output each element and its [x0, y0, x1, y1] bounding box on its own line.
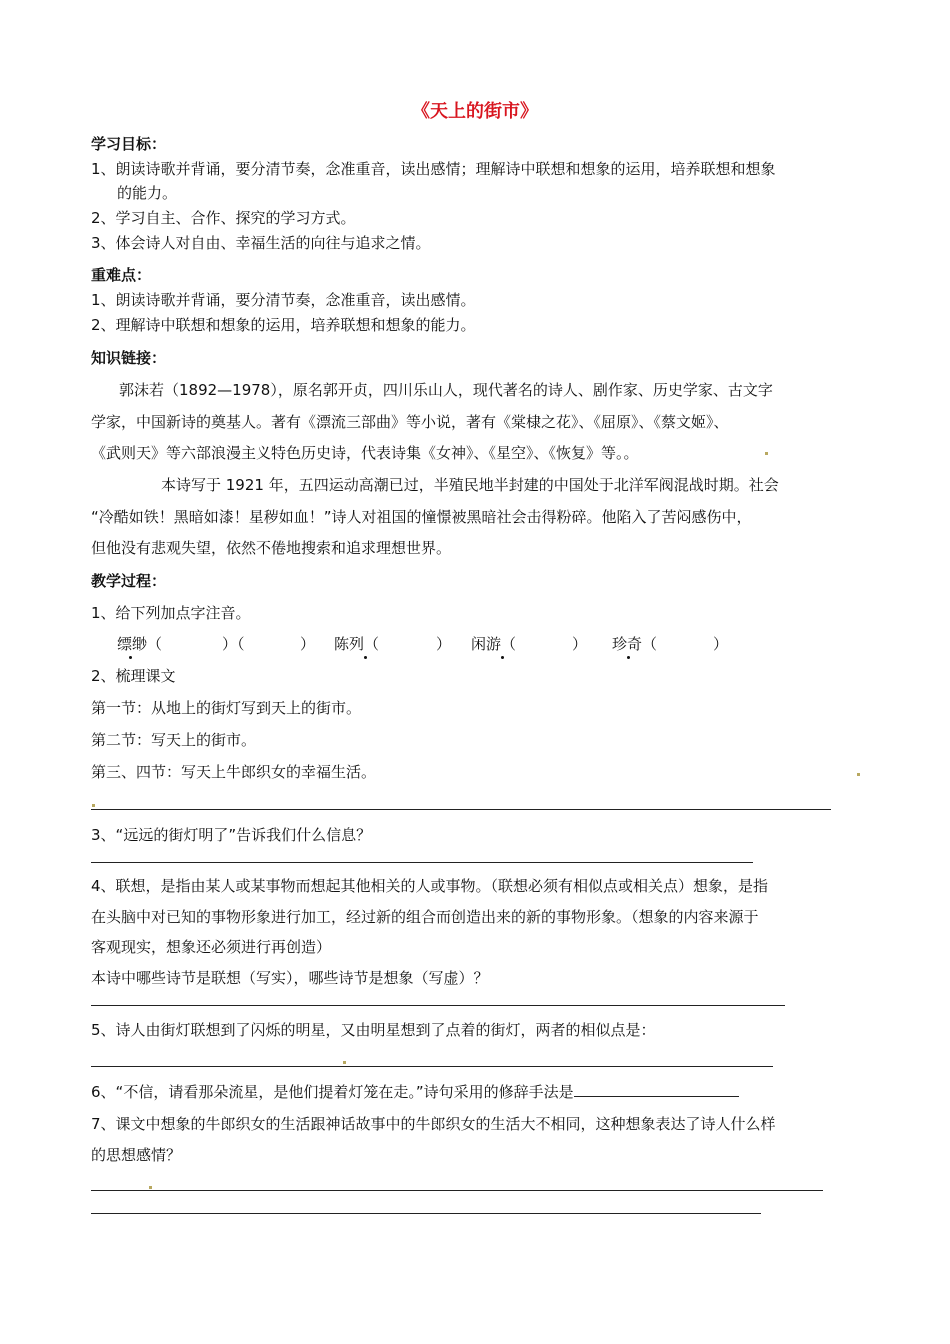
pinyin-word-1: 缥缈（	[117, 635, 163, 653]
knowledge-heading: 知识链接：	[91, 349, 167, 367]
question-3: 3、“远远的街灯明了”告诉我们什么信息？	[91, 826, 372, 844]
pinyin-word-3-end: ）	[572, 635, 588, 653]
section-1-summary: 第一节：从地上的街灯写到天上的街市。	[91, 699, 362, 717]
stray-mark	[857, 773, 860, 776]
key-point-2: 2、理解诗中联想和想象的运用，培养联想和想象的能力。	[91, 316, 476, 334]
pinyin-word-4-end: ）	[713, 635, 729, 653]
emphasis-dot	[129, 656, 132, 659]
question-2: 2、梳理课文	[91, 667, 176, 685]
stray-mark	[92, 804, 95, 807]
knowledge-p1-line-3: 《武则天》等六部浪漫主义特色历史诗，代表诗集《女神》、《星空》、《恢复》等。。	[91, 444, 639, 462]
knowledge-p1-line-2: 学家，中国新诗的奠基人。著有《漂流三部曲》等小说，著有《棠棣之花》、《屈原》、《蔡文姬》、	[91, 413, 729, 431]
objective-1-line-1: 1、朗读诗歌并背诵，要分清节奏，念准重音，读出感情；理解诗中联想和想象的运用，培养联想和想象	[91, 160, 776, 178]
answer-line[interactable]	[91, 1005, 785, 1006]
objective-3: 3、体会诗人对自由、幸福生活的向往与追求之情。	[91, 234, 431, 252]
knowledge-p2-line-2: “冷酷如铁！黑暗如漆！星秽如血！”诗人对祖国的憧憬被黑暗社会击得粉碎。他陷入了苦闷感伤中，	[91, 508, 752, 526]
knowledge-p1-line-1: 郭沫若（1892—1978），原名郭开贞，四川乐山人，现代著名的诗人、剧作家、历史学家、古文字	[119, 381, 773, 399]
question-6	[91, 1082, 739, 1102]
objectives-heading: 学习目标：	[91, 135, 167, 153]
key-points-heading: 重难点：	[91, 266, 152, 284]
answer-line[interactable]	[91, 1066, 773, 1067]
question-1: 1、给下列加点字注音。	[91, 604, 251, 622]
pinyin-word-2: 陈列（	[334, 635, 380, 653]
stray-mark	[343, 1061, 346, 1064]
objective-2: 2、学习自主、合作、探究的学习方式。	[91, 209, 356, 227]
pinyin-word-1-mid: ）（	[222, 635, 245, 653]
section-3-4-summary: 第三、四节：写天上牛郎织女的幸福生活。	[91, 763, 377, 781]
emphasis-dot	[364, 656, 367, 659]
question-6-text: 6、“不信，请看那朵流星，是他们提着灯笼在走。”诗句采用的修辞手法是	[91, 1083, 574, 1101]
key-point-1: 1、朗读诗歌并背诵，要分清节奏，念准重音，读出感情。	[91, 291, 476, 309]
answer-line[interactable]	[91, 1213, 761, 1214]
pinyin-word-4: 珍奇（	[612, 635, 658, 653]
stray-mark	[149, 1186, 152, 1189]
question-4-line-4: 本诗中哪些诗节是联想（写实），哪些诗节是想象（写虚）？	[91, 969, 489, 987]
knowledge-p2-line-1: 本诗写于 1921 年，五四运动高潮已过，半殖民地半封建的中国处于北洋军阀混战时期。社会	[161, 476, 779, 494]
question-4-line-3: 客观现实，想象还必须进行再创造）	[91, 938, 332, 956]
answer-line[interactable]	[91, 862, 753, 863]
emphasis-dot	[627, 656, 630, 659]
pinyin-word-2-end: ）	[436, 635, 452, 653]
answer-line[interactable]	[91, 809, 831, 810]
question-4-line-1: 4、联想，是指由某人或某事物而想起其他相关的人或事物。（联想必须有相似点或相关点）想象，是指	[91, 877, 769, 895]
stray-mark	[765, 452, 768, 455]
answer-blank[interactable]	[574, 1082, 739, 1097]
knowledge-p2-line-3: 但他没有悲观失望，依然不倦地搜索和追求理想世界。	[91, 539, 452, 557]
page-title: 《天上的街市》	[412, 101, 538, 122]
question-4-line-2: 在头脑中对已知的事物形象进行加工，经过新的组合而创造出来的新的事物形象。（想象的内容来源于	[91, 908, 759, 926]
section-2-summary: 第二节：写天上的街市。	[91, 731, 257, 749]
question-7-line-1: 7、课文中想象的牛郎织女的生活跟神话故事中的牛郎织女的生活大不相同，这种想象表达了诗人什么样	[91, 1115, 776, 1133]
pinyin-word-1-end: ）	[300, 635, 316, 653]
pinyin-word-3: 闲游（	[471, 635, 517, 653]
question-5: 5、诗人由街灯联想到了闪烁的明星，又由明星想到了点着的街灯，两者的相似点是：	[91, 1021, 656, 1039]
question-7-line-2: 的思想感情？	[91, 1146, 182, 1164]
answer-line[interactable]	[91, 1190, 823, 1191]
emphasis-dot	[501, 656, 504, 659]
process-heading: 教学过程：	[91, 572, 167, 590]
objective-1-line-2: 的能力。	[117, 184, 178, 202]
